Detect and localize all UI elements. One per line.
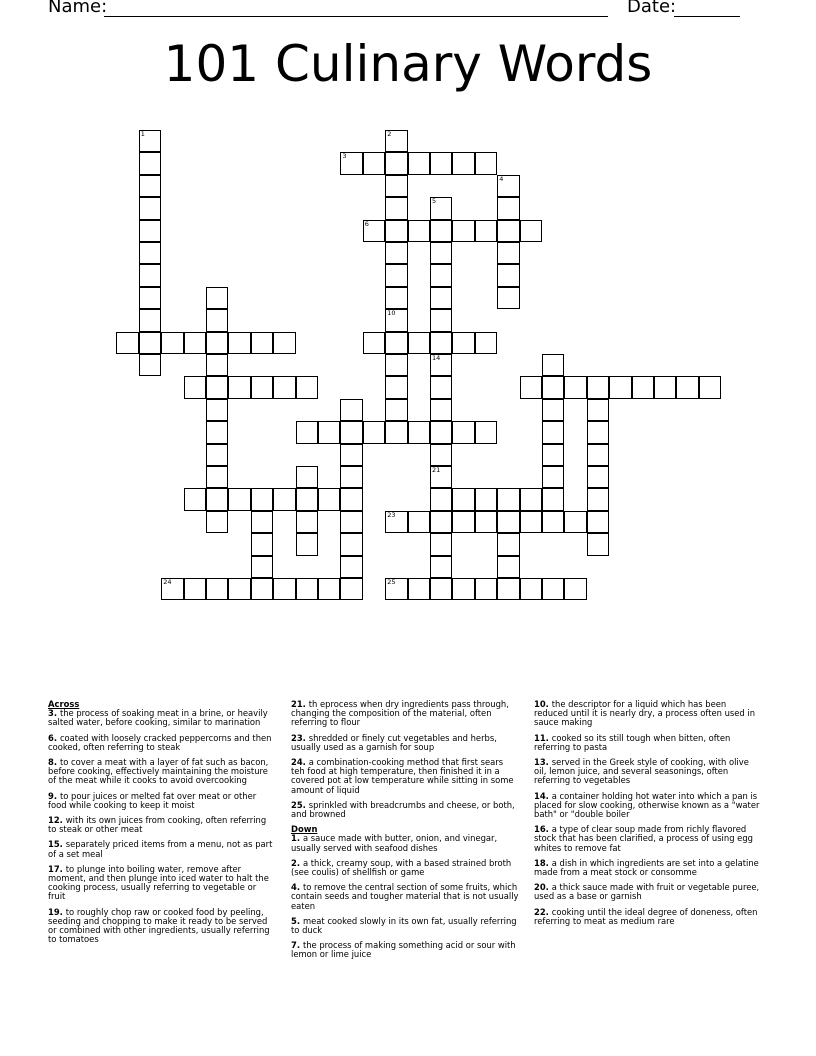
clue-item-number: 1.: [291, 833, 303, 844]
date-label: Date:: [627, 0, 677, 17]
clue-number: 2: [387, 130, 392, 138]
clue-item: [48, 758, 276, 786]
clue-item: [534, 859, 762, 877]
clue-item-number: 7.: [291, 940, 303, 951]
clue-item-number: 3.: [48, 708, 60, 719]
clue-item-text: to remove the central section of some fruits, which contain seeds and tougher material that is not usually eaten: [291, 882, 519, 911]
clue-item-number: 6.: [48, 732, 60, 743]
clue-item-text: to roughly chop raw or cooked food by peeling, seeding and chopping to make it ready to be served or combined with other ingredients, usually referring to tomatoes: [48, 906, 270, 945]
clue-item-text: to plunge into boiling water, remove after moment, and then plunge into iced water to halt the cooking process, usually referring to vegetable or fruit: [48, 863, 269, 902]
clue-item: [534, 792, 762, 820]
clue-item-text: meat cooked slowly in its own fat, usually referring to duck: [291, 915, 517, 936]
clue-item-number: 10.: [534, 699, 552, 709]
clue-item-text: to cover a meat with a layer of fat such as bacon, before cooking, effectively maintaining the moisture of the meat while it cooks to avoid overcooking: [48, 757, 269, 786]
clue-item-number: 8.: [48, 757, 60, 768]
clue-item-number: 17.: [48, 863, 66, 874]
clue-item: [48, 734, 276, 752]
clue-number: 5: [432, 197, 437, 206]
clue-number: 4: [499, 174, 504, 183]
clue-item-text: a container holding hot water into which a pan is placed for slow cooking, otherwise known as a "water bath" or "double boiler: [534, 790, 760, 820]
clue-column-2: [291, 700, 519, 960]
clue-item-number: 13.: [534, 757, 552, 768]
clue-item-number: 24.: [291, 757, 309, 768]
clue-item: [291, 883, 519, 911]
clue-number: 10: [387, 309, 396, 318]
clue-number: 3: [342, 152, 347, 161]
clue-item-text: the process of soaking meat in a brine, or heavily salted water, before cooking, similar to marination: [48, 708, 268, 728]
clue-item: [291, 859, 519, 877]
clue-item: [534, 758, 762, 786]
clue-item-text: the process of making something acid or sour with lemon or lime juice: [291, 940, 516, 960]
clue-item: [291, 941, 519, 959]
clue-item-text: shredded or finely cut vegetables and herbs, usually used as a garnish for soup: [291, 732, 497, 752]
clue-item-number: 2.: [291, 857, 303, 868]
clue-item-text: a dish in which ingredients are set into a gelatine made from a meat stock or consomme: [534, 857, 759, 878]
clue-item-number: 23.: [291, 732, 309, 743]
clue-item-text: the descriptor for a liquid which has been reduced until it is nearly dry, a process often used in sauce making: [534, 699, 756, 728]
clue-item: [48, 840, 276, 858]
clue-number: 1: [140, 130, 145, 138]
clue-item: [291, 700, 519, 728]
clue-item-number: 12.: [48, 815, 66, 826]
clue-item-number: 4.: [291, 882, 303, 893]
clue-item: [48, 865, 276, 902]
clue-item: [534, 908, 762, 926]
clue-number: 21: [432, 466, 441, 474]
clue-item-text: to pour juices or melted fat over meat or other food while cooking to keep it moist: [48, 790, 257, 810]
clue-item: [291, 758, 519, 795]
clue-number: 23: [387, 510, 396, 519]
clue-item-text: a type of clear soup made from richly flavored stock that has been clarified, a process of using egg whites to remove fat: [534, 824, 753, 853]
clue-item-number: 16.: [534, 824, 552, 835]
across-heading: Across: [48, 699, 80, 709]
clue-item-text: separately priced items from a menu, not as part of a set meal: [48, 839, 273, 859]
down-heading: Down: [291, 824, 318, 835]
clue-item-text: a sauce made with butter, onion, and vinegar, usually served with seafood dishes: [291, 833, 498, 853]
clue-item-text: served in the Greek style of cooking, with olive oil, lemon juice, and several seasonings, often referring to vegetables: [534, 757, 749, 786]
clue-item: [534, 700, 762, 728]
clue-item: [534, 734, 762, 752]
clue-item: [48, 816, 276, 834]
clue-number: 24: [163, 578, 172, 586]
clue-item-number: 18.: [534, 857, 552, 868]
clue-item: [534, 883, 762, 901]
clue-number: 14: [432, 354, 441, 362]
clue-item-number: 14.: [534, 790, 552, 801]
clue-item-number: 15.: [48, 839, 66, 850]
clue-item: [48, 792, 276, 810]
clue-item-text: a combination-cooking method that first sears teh food at high temperature, then finished it in a covered pot at low temperature while sitting in some amount of liquid: [291, 757, 514, 795]
clue-item: [291, 917, 519, 935]
clue-item-text: cooked so its still tough when bitten, often referring to pasta: [534, 732, 731, 752]
clue-item-text: coated with loosely cracked peppercorns and then cooked, often referring to steak: [48, 732, 272, 752]
clue-item-text: cooking until the ideal degree of doneness, often referring to meat as medium rare: [534, 906, 758, 926]
clue-column-1: [48, 700, 276, 944]
clue-item-text: a thick sauce made with fruit or vegetable puree, used as a base or garnish: [534, 882, 760, 902]
clue-item-number: 21.: [291, 699, 309, 709]
clue-item: [291, 834, 519, 852]
clue-item-number: 22.: [534, 906, 552, 917]
clue-item: [291, 734, 519, 752]
name-label: Name:: [48, 0, 108, 17]
clue-number: 6: [364, 219, 369, 228]
clue-item: [291, 801, 519, 819]
clue-item-text: th eprocess when dry ingredients pass through, changing the composition of the material, often referring to flour: [291, 699, 509, 728]
clue-column-3: [534, 700, 762, 926]
clue-item: [48, 709, 276, 727]
clue-item: [48, 908, 276, 945]
clue-item-number: 20.: [534, 882, 552, 893]
page-title: 101 Culinary Words: [163, 35, 653, 93]
clue-item-number: 11.: [534, 732, 552, 743]
clue-item: [534, 825, 762, 853]
clue-item-text: a thick, creamy soup, with a based strained broth (see coulis) of shellfish or game: [291, 857, 512, 878]
clue-item-text: with its own juices from cooking, often referring to steak or other meat: [48, 815, 267, 835]
clue-item-number: 25.: [291, 799, 309, 810]
clue-item-number: 19.: [48, 906, 66, 917]
clue-item-number: 5.: [291, 915, 303, 926]
clue-item-number: 9.: [48, 790, 60, 801]
clue-number: 25: [387, 578, 396, 586]
clue-item-text: sprinkled with breadcrumbs and cheese, or both, and browned: [291, 799, 515, 820]
